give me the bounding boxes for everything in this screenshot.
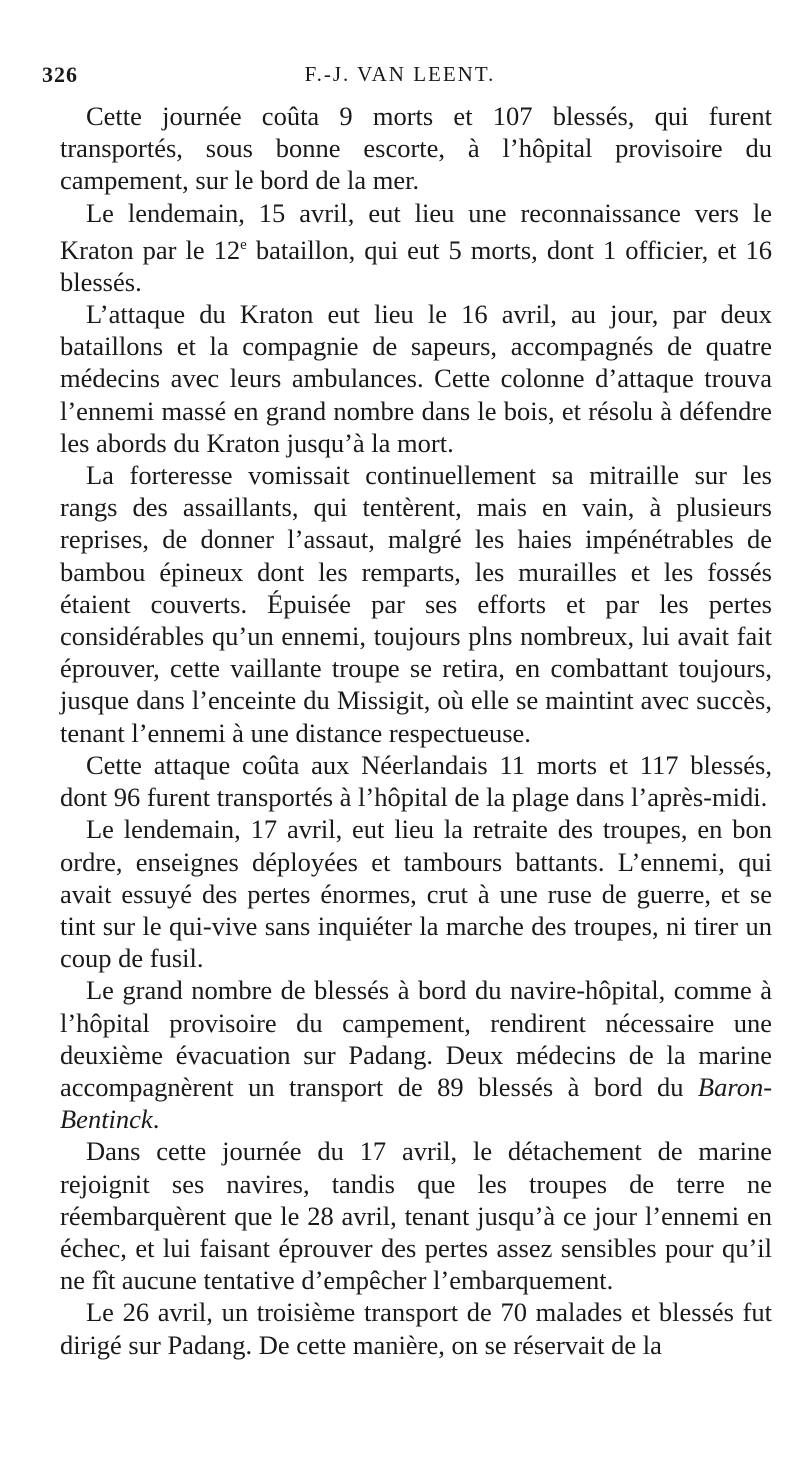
paragraph-4: La forteresse vomissait continuellement sa mitraille sur les rangs des assaillants, qui tentèrent, mais en vain, à plusieurs reprises, de donner l’assaut, malgré les haies impénétrables de bambou épineux dont les remparts, les murailles et les fossés étaient couverts. Épuisée par ses efforts et par les pertes considérables qu’un ennemi, toujours plns nombreux, lui avait fait éprouver, cette vaillante troupe se retira, en combattant toujours, jusque dans l’enceinte du Missigit, où elle se maintint avec succès, tenant l’ennemi à une distance respectueuse.: [60, 460, 772, 748]
paragraph-2: Le lendemain, 15 avril, eut lieu une reconnaissance vers le Kraton par le 12e bataillon, qui eut 5 morts, dont 1 officier, et 16 blessés.: [60, 197, 772, 297]
paragraph-6: Le lendemain, 17 avril, eut lieu la retraite des troupes, en bon ordre, enseignes déployées et tambours battants. L’ennemi, qui avait essuyé des pertes énormes, crut à une ruse de guerre, et se tint sur le qui-vive sans inquiéter la marche des troupes, ni tirer un coup de fusil.: [60, 814, 772, 974]
paragraph-1: Cette journée coûta 9 morts et 107 blessés, qui furent transportés, sous bonne escorte, à l’hôpital provisoire du campement, sur le bord de la mer.: [60, 101, 772, 196]
page-header: [42, 62, 758, 92]
page-number: 326: [42, 62, 78, 87]
paragraph-7-text: Le grand nombre de blessés à bord du navire-hôpital, comme à l’hôpital provisoire du campement, rendirent nécessaire une deuxième évacuation sur Padang. Deux médecins de la marine accompagnèrent un transport de 89 blessés à bord du: [60, 975, 772, 1102]
paragraph-8: Dans cette journée du 17 avril, le détachement de marine rejoignit ses navires, tandis que les troupes de terre ne réembarquèrent que le 28 avril, tenant jusqu’à ce jour l’ennemi en échec, et lui faisant éprouver des pertes assez sensibles pour qu’il ne fît aucune tentative d’empêcher l’embarquement.: [60, 1136, 772, 1296]
running-head: F.-J. VAN LEENT.: [304, 62, 496, 86]
paragraph-7: [60, 974, 772, 1135]
paragraph-9: Le 26 avril, un troisième transport de 70 malades et blessés fut dirigé sur Padang. De cette manière, on se réservait de la: [60, 1297, 772, 1360]
ship-name: Baron-Bentinck: [60, 1071, 773, 1135]
body-text: [60, 100, 772, 1361]
ship-name-period: .: [152, 1104, 160, 1135]
paragraph-5: Cette attaque coûta aux Néerlandais 11 morts et 117 blessés, dont 96 furent transportés à l’hôpital de la plage dans l’après-midi.: [60, 749, 772, 813]
paragraph-3: L’attaque du Kraton eut lieu le 16 avril, au jour, par deux bataillons et la compagnie de sapeurs, accompagnés de quatre médecins avec leurs ambulances. Cette colonne d’attaque trouva l’ennemi massé en grand nombre dans le bois, et résolu à défendre les abords du Kraton jusqu’à la mort.: [60, 299, 772, 458]
